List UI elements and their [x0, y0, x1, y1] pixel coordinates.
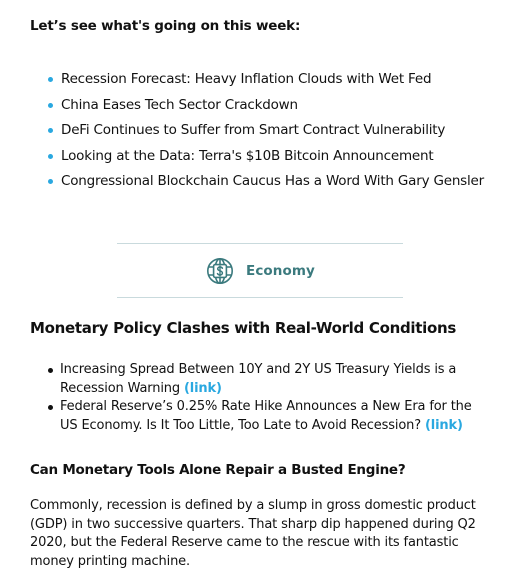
list-item-text: Federal Reserve’s 0.25% Rate Hike Announces a New Era for the US Economy. Is It Too Little, Too Late to Avoid Recession? [60, 399, 472, 433]
section-label: Economy [246, 263, 315, 279]
topic-item: China Eases Tech Sector Crackdown [48, 93, 484, 119]
topic-item: Looking at the Data: Terra's $10B Bitcoin Announcement [48, 144, 484, 170]
topics-list [48, 67, 484, 195]
list-item [48, 361, 488, 398]
source-link[interactable]: (link) [183, 380, 222, 396]
globe-dollar-icon [206, 257, 234, 285]
article-links-list [48, 361, 488, 435]
intro-heading: Let’s see what's going on this week: [30, 18, 301, 34]
section-header-economy [206, 257, 315, 285]
topic-item: Congressional Blockchain Caucus Has a Word With Gary Gensler [48, 169, 484, 195]
list-item [48, 398, 488, 435]
topic-item: DeFi Continues to Suffer from Smart Contract Vulnerability [48, 118, 484, 144]
list-item-text: Increasing Spread Between 10Y and 2Y US Treasury Yields is a Recession Warning [60, 362, 457, 396]
source-link[interactable]: (link) [424, 417, 463, 433]
topic-item: Recession Forecast: Heavy Inflation Clouds with Wet Fed [48, 67, 484, 93]
article-subheading: Can Monetary Tools Alone Repair a Busted Engine? [30, 462, 406, 478]
section-divider-top [117, 243, 403, 244]
section-divider-bottom [117, 297, 403, 298]
article-paragraph: Commonly, recession is defined by a slump in gross domestic product (GDP) in two successive quarters. That sharp dip happened during Q2 2020, but the Federal Reserve came to the rescue with its fantastic money printing machine. [30, 498, 476, 569]
article-title: Monetary Policy Clashes with Real-World Conditions [30, 319, 456, 337]
